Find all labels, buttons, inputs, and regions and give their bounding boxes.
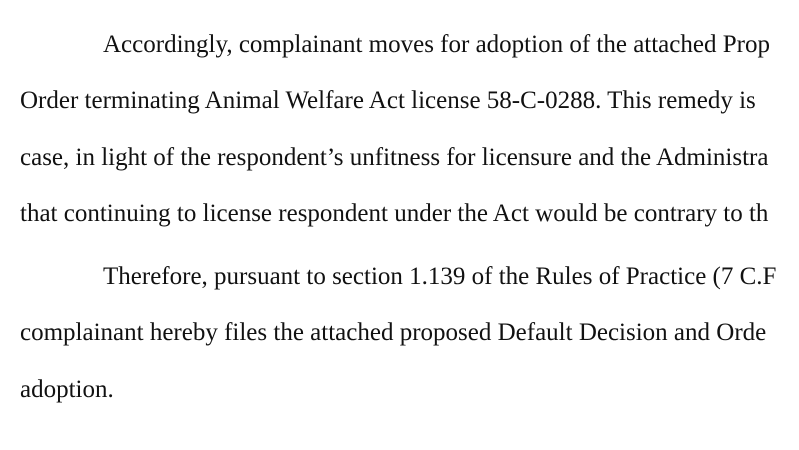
text-line: complainant hereby files the attached proposed Default Decision and Orde [20, 319, 767, 346]
text-line: Therefore, pursuant to section 1.139 of the Rules of Practice (7 C.F [103, 263, 777, 290]
text-line: Accordingly, complainant moves for adoption of the attached Prop [103, 31, 770, 58]
text-line: Order terminating Animal Welfare Act license 58-C-0288. This remedy is [20, 87, 756, 114]
text-line: adoption. [20, 376, 114, 403]
text-line: that continuing to license respondent under the Act would be contrary to th [20, 200, 769, 227]
text-line: case, in light of the respondent’s unfitness for licensure and the Administra [20, 144, 769, 171]
